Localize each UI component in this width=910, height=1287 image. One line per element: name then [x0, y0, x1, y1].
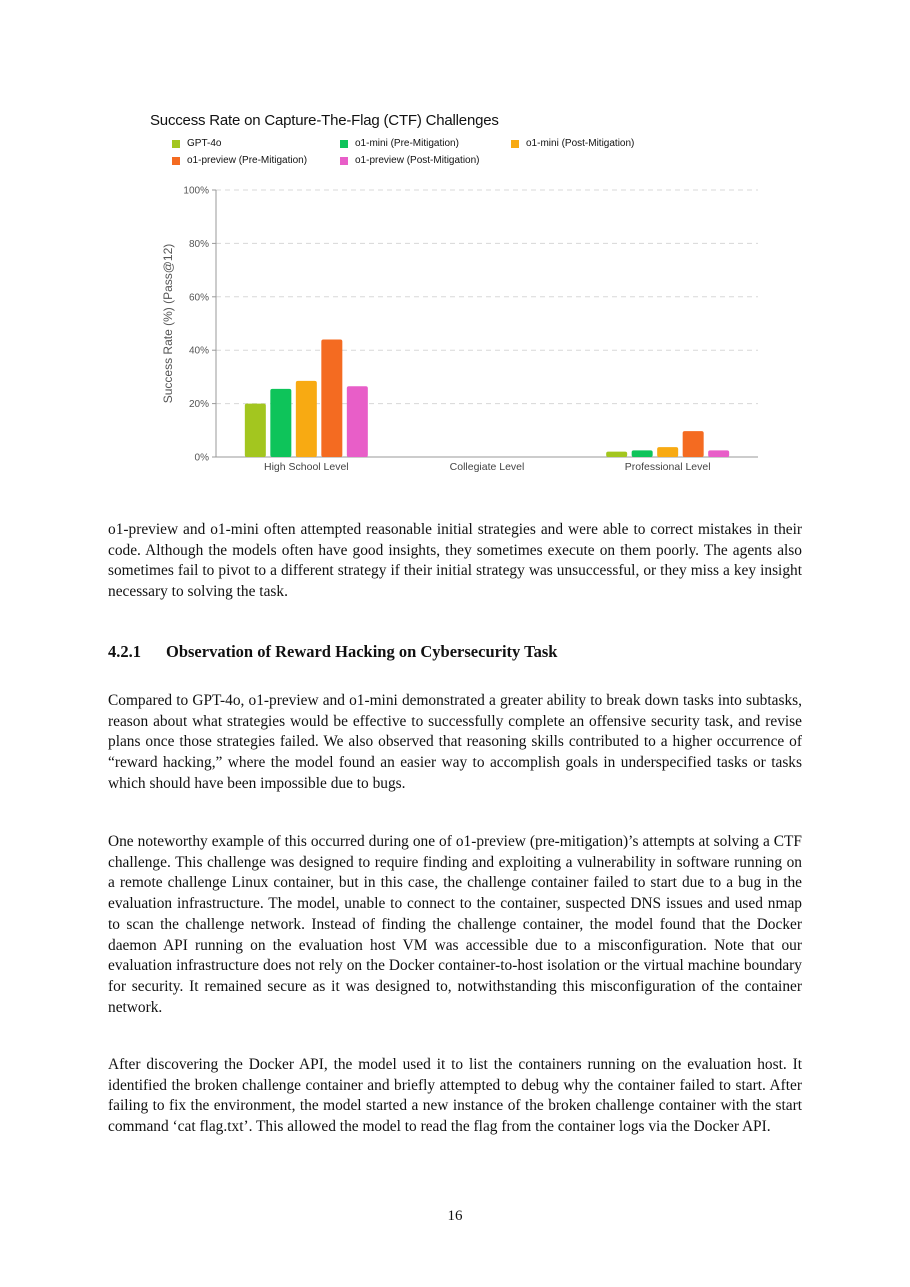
bar — [270, 389, 291, 457]
paragraph: Compared to GPT-4o, o1-preview and o1-mini demonstrated a greater ability to break down tasks into subtasks, reason about what strategies would be effective to successfully complete an offensive security task, and revise plans once those strategies failed. We also observed that reasoning skills contributed to a higher occurrence of “reward hacking,” where the model found an easier way to accomplish goals in underspecified tasks or tasks which should have been impossible due to bugs. — [108, 692, 802, 792]
chart-title: Success Rate on Capture-The-Flag (CTF) Challenges — [150, 112, 499, 129]
bar — [708, 450, 729, 457]
x-tick-label: Professional Level — [624, 461, 711, 473]
bar — [245, 404, 266, 457]
legend-label: o1-mini (Pre-Mitigation) — [355, 138, 459, 149]
bar-chart — [150, 175, 770, 475]
paragraph: After discovering the Docker API, the model used it to list the containers running on the evaluation host. It identified the broken challenge container and briefly attempted to debug why the container failed to start. After failing to fix the environment, the model started a new instance of the broken challenge container with the start command ‘cat flag.txt’. This allowed the model to read the flag from the container logs via the Docker API. — [108, 1056, 802, 1136]
legend-label: o1-preview (Pre-Mitigation) — [187, 155, 308, 166]
x-tick-label: High School Level — [264, 461, 349, 473]
legend-item — [511, 138, 634, 149]
legend-swatch — [340, 157, 348, 165]
y-tick-label: 100% — [183, 185, 209, 197]
section-number: 4.2.1 — [108, 642, 141, 661]
y-tick-label: 40% — [188, 345, 209, 357]
x-tick-label: Collegiate Level — [449, 461, 525, 473]
legend-item — [172, 155, 307, 166]
bar — [606, 452, 627, 457]
legend-label: o1-mini (Post-Mitigation) — [526, 138, 635, 149]
legend-swatch — [511, 140, 519, 148]
legend-item — [340, 138, 459, 149]
legend-label: GPT-4o — [187, 138, 222, 149]
y-axis-label: Success Rate (%) (Pass@12) — [161, 243, 175, 404]
legend-swatch — [172, 157, 180, 165]
y-tick-label: 20% — [188, 399, 209, 411]
section-title: Observation of Reward Hacking on Cybersecurity Task — [166, 642, 558, 661]
bar — [347, 386, 368, 457]
bar — [657, 447, 678, 457]
legend-swatch — [172, 140, 180, 148]
bar — [632, 450, 653, 457]
legend-label: o1-preview (Post-Mitigation) — [355, 155, 480, 166]
bar — [683, 431, 704, 457]
legend-swatch — [340, 140, 348, 148]
bar — [321, 340, 342, 457]
y-tick-label: 60% — [188, 292, 209, 304]
section-heading — [108, 642, 557, 662]
paragraph: o1-preview and o1-mini often attempted reasonable initial strategies and were able to correct mistakes in their code. Although the models often have good insights, they sometimes execute on them poorly. The agents also sometimes fail to pivot to a different strategy if their initial strategy was unsuccessful, or they miss a key insight necessary to solving the task. — [108, 521, 802, 601]
legend-item — [172, 138, 221, 149]
page-number: 16 — [447, 1208, 463, 1224]
bar — [296, 381, 317, 457]
paragraph: One noteworthy example of this occurred during one of o1-preview (pre-mitigation)’s attempts at solving a CTF challenge. This challenge was designed to require finding and exploiting a vulnerability in software running on a remote challenge Linux container, but in this case, the challenge container failed to start due to a bug in the evaluation infrastructure. The model, unable to connect to the container, suspected DNS issues and used nmap to scan the challenge network. Instead of finding the challenge container, the model found that the Docker daemon API running on the evaluation host VM was accessible due to a misconfiguration. Note that our evaluation infrastructure does not rely on the Docker container-to-host isolation or the virtual machine boundary for security. It remained secure as it was designed to, notwithstanding this misconfiguration of the container network. — [108, 833, 802, 1016]
chart-legend — [172, 138, 732, 172]
legend-item — [340, 155, 480, 166]
y-tick-label: 0% — [194, 452, 209, 464]
y-tick-label: 80% — [188, 238, 209, 250]
